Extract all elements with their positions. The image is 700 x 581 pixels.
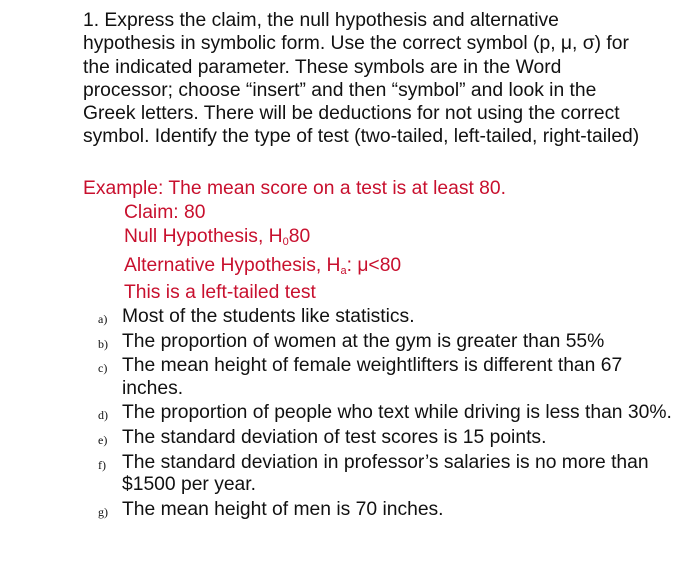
item-text: Most of the students like statistics. <box>122 306 415 327</box>
question-intro: 1. Express the claim, the null hypothesis and alternative hypothesis in symbolic form. Use the correct symbol (p, μ, σ) for the indicated parameter. These symbols are in the Word processor; choose “insert” and then “symbol” and look in the Greek letters. There will be deductions for not using the correct symbol. Identify the type of test (two-tailed, left-tailed, right-tailed) <box>83 10 640 148</box>
example-null-hypothesis <box>124 225 310 248</box>
question-items <box>98 306 678 523</box>
item-marker: e) <box>98 432 108 447</box>
null-suffix: 80 <box>288 226 311 247</box>
list-item <box>98 499 678 522</box>
item-text: The mean height of men is 70 inches. <box>122 498 444 520</box>
null-subscript: 0 <box>282 236 289 248</box>
example-alternative-hypothesis <box>124 254 401 277</box>
item-marker: a) <box>98 312 108 326</box>
list-item <box>98 331 678 354</box>
item-text: The proportion of people who text while driving is less than 30%. <box>122 402 672 424</box>
example-test-type: This is a left-tailed test <box>124 282 316 303</box>
list-item <box>98 427 678 450</box>
item-marker: c) <box>98 361 108 376</box>
item-text: The mean height of female weightlifters is different than 67 inches. <box>122 355 623 399</box>
item-marker: b) <box>98 336 108 351</box>
item-marker: d) <box>98 408 108 423</box>
example-title: Example: The mean score on a test is at least 80. <box>83 178 506 199</box>
list-item <box>98 306 678 329</box>
item-text: The standard deviation in professor’s salaries is no more than $1500 per year. <box>122 451 649 496</box>
item-marker: g) <box>98 504 108 519</box>
item-text: The proportion of women at the gym is greater than 55% <box>122 330 605 352</box>
alt-subscript: a <box>340 265 347 277</box>
alt-prefix: Alternative Hypothesis, H <box>124 255 341 276</box>
list-item <box>98 452 678 497</box>
list-item <box>98 355 678 400</box>
example-claim: Claim: 80 <box>124 202 206 223</box>
item-text: The standard deviation of test scores is 15 points. <box>122 426 547 448</box>
alt-suffix: : μ<80 <box>346 255 402 276</box>
null-prefix: Null Hypothesis, H <box>124 226 283 247</box>
item-marker: f) <box>98 457 106 472</box>
list-item <box>98 402 678 425</box>
